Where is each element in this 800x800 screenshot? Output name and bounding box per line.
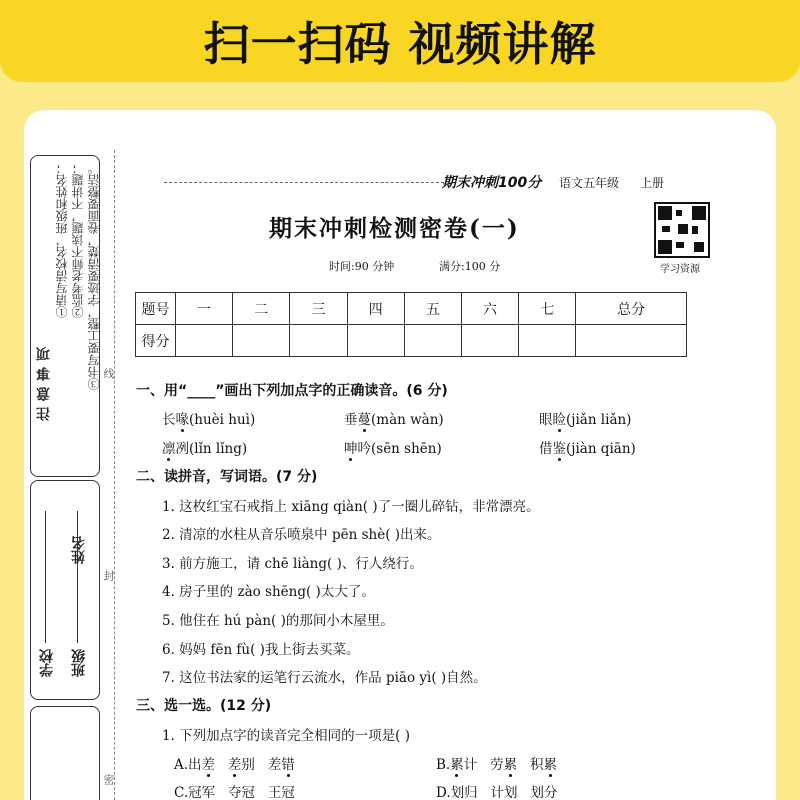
score-row-label: 得分	[136, 325, 176, 357]
binding-margin	[24, 110, 134, 800]
score-header-cell: 七	[519, 293, 576, 325]
question-item: 6. 妈妈 fēn fù( )我上街去买菜。	[162, 642, 360, 658]
score-header-cell: 一	[176, 293, 233, 325]
score-cell[interactable]	[404, 325, 461, 357]
qr-label: 学习资源	[660, 264, 700, 275]
exam-full-score: 满分:100 分	[439, 260, 501, 273]
score-header-cell: 六	[461, 293, 518, 325]
section-1-title: 一、用“____”画出下列加点字的正确读音。(6 分)	[136, 383, 448, 399]
note-line-1: ①请写清校名、班级和姓名；	[55, 162, 69, 318]
score-header-cell: 题号	[136, 293, 176, 325]
pinyin-item: 垂蔓(màn wàn)	[344, 412, 444, 428]
score-header-cell: 四	[347, 293, 404, 325]
cut-line	[114, 150, 115, 800]
pinyin-item: 呻吟(sēn shēn)	[344, 441, 442, 457]
student-info-box	[30, 480, 100, 700]
school-label: 学校	[39, 649, 55, 677]
score-cell[interactable]	[519, 325, 576, 357]
question-item: 1. 下列加点字的读音完全相同的一项是( )	[162, 728, 410, 744]
section-2-title: 二、读拼音，写词语。(7 分)	[136, 469, 318, 485]
class-label: 班级	[71, 649, 87, 677]
note-line-2: ②监考老师不读题，不讲题；	[71, 162, 85, 318]
score-header-cell: 三	[290, 293, 347, 325]
series-brand: 期末冲刺100分	[442, 175, 542, 191]
seat-box	[30, 706, 100, 800]
option-d: D.划归 计划 划分	[436, 785, 558, 800]
score-table	[135, 292, 687, 357]
section-3-title: 三、选一选。(12 分)	[136, 698, 272, 714]
question-item: 2. 清凉的水柱从音乐喷泉中 pēn shè( )出来。	[162, 527, 441, 543]
header-dashes	[164, 182, 444, 183]
score-header-row	[136, 293, 687, 325]
score-cell[interactable]	[461, 325, 518, 357]
option-c: C.冠军 夺冠 王冠	[174, 785, 295, 800]
exam-title: 期末冲刺检测密卷(一)	[269, 215, 520, 242]
question-item: 1. 这枚红宝石戒指上 xiāng qiàn( )了一圈儿碎钻，非常漂亮。	[162, 499, 540, 515]
volume-label: 上册	[640, 176, 665, 190]
pinyin-item: 长喙(huèi huì)	[162, 412, 256, 428]
top-banner	[0, 0, 800, 82]
grade-label: 语文五年级	[559, 176, 620, 190]
name-label: 姓名	[71, 536, 87, 564]
qr-code-icon[interactable]	[654, 202, 710, 258]
banner-title: 扫一扫码 视频讲解	[203, 17, 597, 71]
notes-title: 注意事项	[36, 341, 52, 421]
question-item: 3. 前方施工，请 chē liàng( )、行人绕行。	[162, 556, 423, 572]
pinyin-item: 眼睑(jiǎn liǎn)	[539, 412, 632, 428]
pinyin-item: 借鉴(jiàn qiān)	[539, 441, 636, 457]
option-a: A.出差 差别 差错	[174, 757, 295, 773]
exam-time: 时间:90 分钟	[329, 260, 395, 273]
score-cell[interactable]	[347, 325, 404, 357]
score-header-cell: 总分	[576, 293, 687, 325]
exam-paper	[24, 110, 776, 800]
score-header-cell: 二	[233, 293, 290, 325]
pinyin-item: 凛冽(lǐn lǐng)	[162, 441, 248, 457]
option-b: B.累计 劳累 积累	[436, 757, 557, 773]
score-cell[interactable]	[233, 325, 290, 357]
note-line-3: ③书写要工整，字迹要清楚，卷面要整洁。	[87, 162, 101, 390]
question-item: 4. 房子里的 zào shēng( )太大了。	[162, 584, 375, 600]
question-item: 5. 他住在 hú pàn( )的那间小木屋里。	[162, 613, 394, 629]
cut-mark-xian: 线	[102, 368, 115, 379]
score-value-row	[136, 325, 687, 357]
score-cell[interactable]	[576, 325, 687, 357]
cut-mark-feng: 封	[102, 570, 115, 581]
score-cell[interactable]	[290, 325, 347, 357]
class-fill-line[interactable]	[77, 511, 78, 643]
school-fill-line[interactable]	[45, 511, 46, 643]
score-cell[interactable]	[176, 325, 233, 357]
score-header-cell: 五	[404, 293, 461, 325]
question-item: 7. 这位书法家的运笔行云流水，作品 piāo yì( )自然。	[162, 670, 487, 686]
notes-box	[30, 155, 100, 477]
cut-mark-mi: 密	[102, 774, 115, 785]
